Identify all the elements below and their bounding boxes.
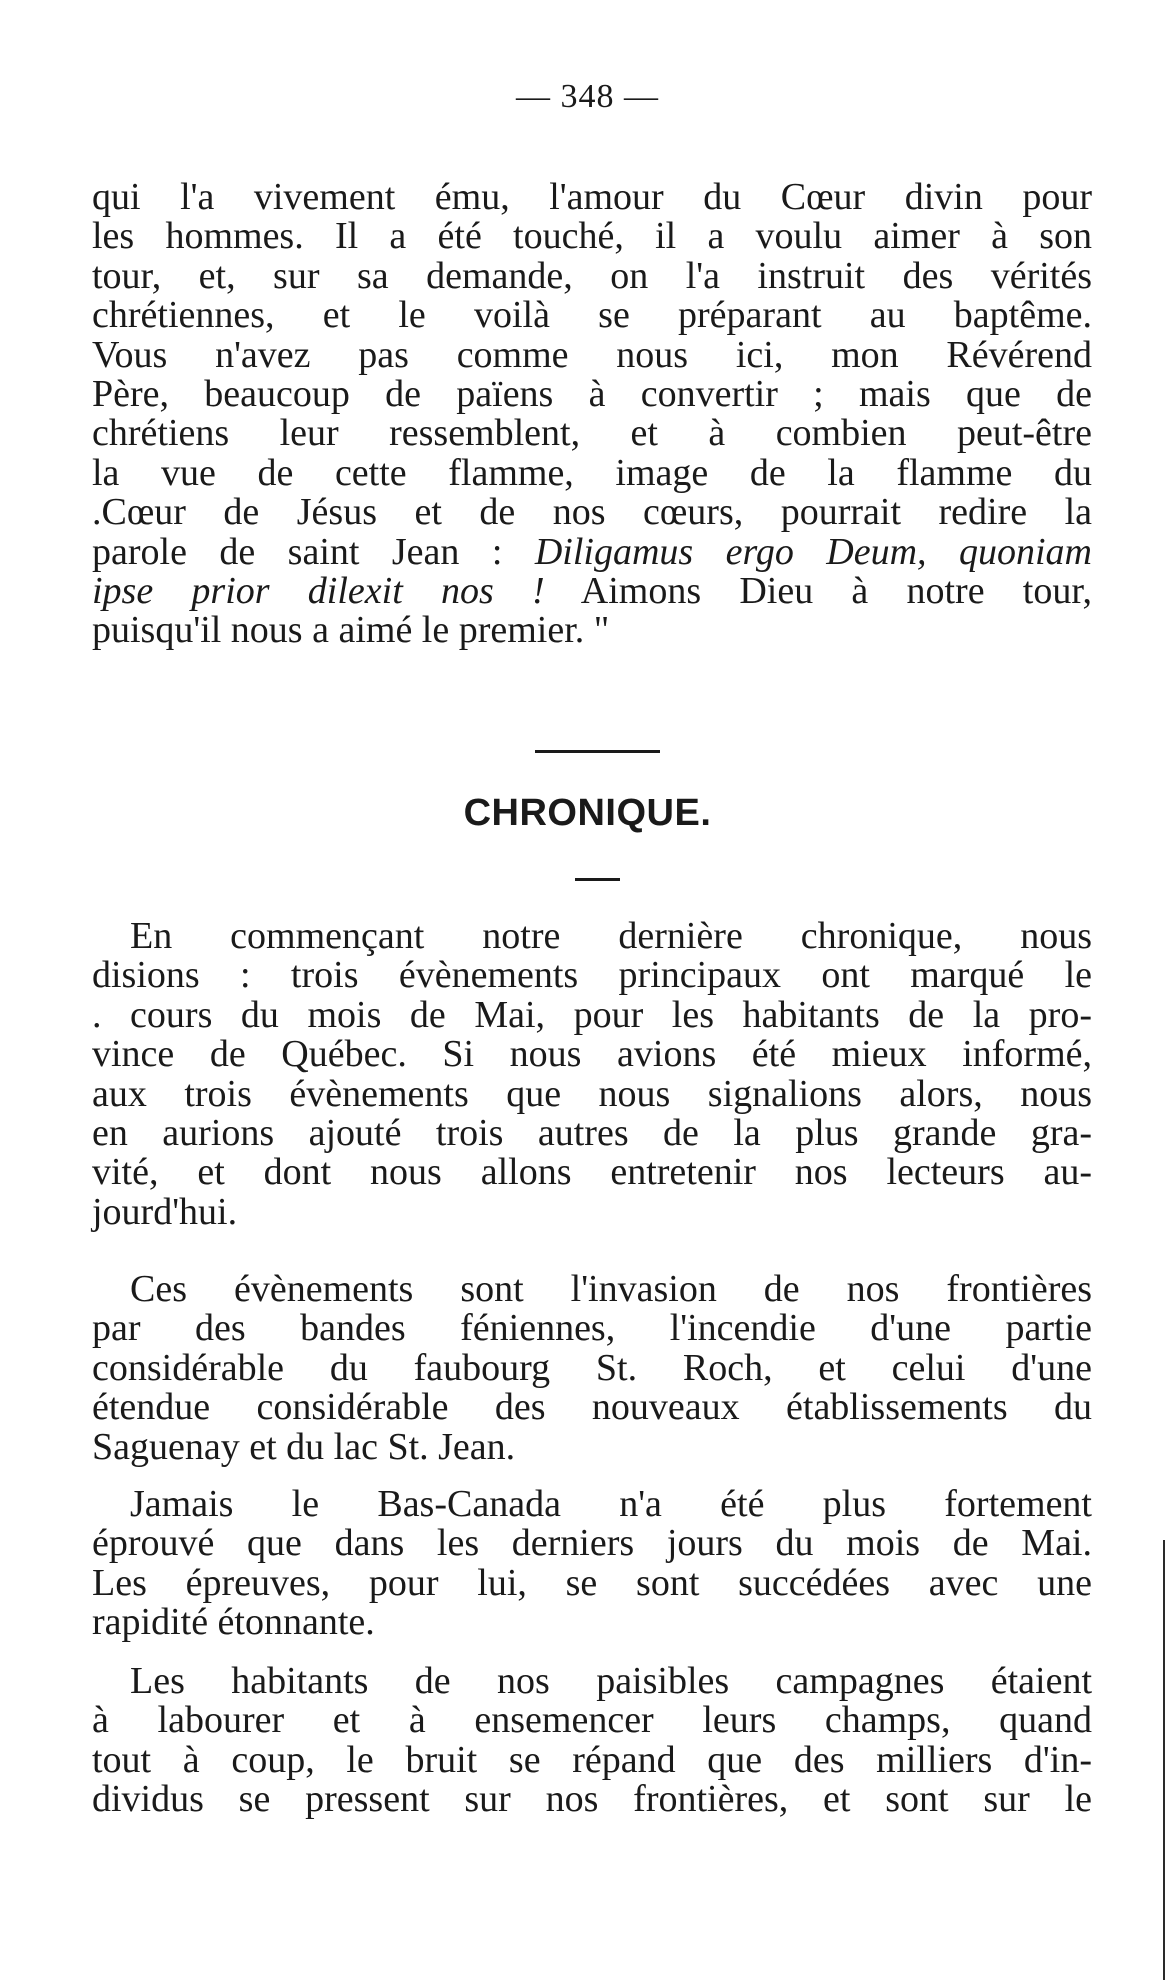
paragraph bbox=[92, 1662, 1092, 1820]
text-line: rapidité étonnante. bbox=[92, 1601, 375, 1644]
text-line: qui l'a vivement ému, l'amour du Cœur divin pour bbox=[92, 176, 1092, 218]
text-line: Les épreuves, pour lui, se sont succédées avec une bbox=[92, 1561, 1092, 1604]
text-line: considérable du faubourg St. Roch, et celui d'une bbox=[92, 1346, 1092, 1389]
text-line: vince de Québec. Si nous avions été mieux informé, bbox=[92, 1033, 1092, 1076]
text-segment: parole de saint Jean : bbox=[92, 530, 535, 573]
text-segment: Aimons Dieu à notre tour, bbox=[544, 570, 1092, 613]
text-line: Vous n'avez pas comme nous ici, mon Révérend bbox=[92, 333, 1092, 376]
text-line: par des bandes féniennes, l'incendie d'une partie bbox=[92, 1307, 1092, 1350]
text-line: Ces évènements sont l'invasion de nos frontières bbox=[130, 1268, 1092, 1310]
page-number: — 348 — bbox=[516, 78, 659, 115]
text-line: Jamais le Bas-Canada n'a été plus fortement bbox=[130, 1483, 1092, 1525]
text-line bbox=[92, 530, 1092, 573]
latin-quote: ipse prior dilexit nos ! bbox=[92, 570, 545, 613]
paragraph bbox=[92, 1485, 1092, 1643]
text-line: disions : trois évènements principaux ont marqué le bbox=[92, 954, 1092, 997]
paragraph bbox=[92, 1270, 1092, 1467]
text-line: aux trois évènements que nous signalions alors, nous bbox=[92, 1072, 1092, 1115]
page-edge-shadow bbox=[1163, 1540, 1165, 1980]
text-line: .Cœur de Jésus et de nos cœurs, pourrait redire la bbox=[92, 491, 1092, 534]
section-divider bbox=[535, 750, 660, 753]
text-line bbox=[92, 572, 1092, 611]
text-line: étendue considérable des nouveaux établissements du bbox=[92, 1386, 1092, 1429]
text-line: chrétiens leur ressemblent, et à combien peut-être bbox=[92, 412, 1092, 455]
text-line: dividus se pressent sur nos frontières, et sont sur le bbox=[92, 1778, 1092, 1821]
text-line: Saguenay et du lac St. Jean. bbox=[92, 1425, 516, 1468]
text-line: chrétiennes, et le voilà se préparant au baptême. bbox=[92, 294, 1092, 337]
paragraph-continuation bbox=[92, 178, 1092, 651]
text-line: jourd'hui. bbox=[92, 1190, 238, 1233]
text-line: tour, et, sur sa demande, on l'a instruit des vérités bbox=[92, 254, 1092, 297]
text-line: Les habitants de nos paisibles campagnes étaient bbox=[130, 1660, 1092, 1702]
text-line: éprouvé que dans les derniers jours du mois de Mai. bbox=[92, 1522, 1092, 1565]
paragraph bbox=[92, 917, 1092, 1232]
text-line: . cours du mois de Mai, pour les habitants de la pro- bbox=[92, 993, 1092, 1036]
text-line: En commençant notre dernière chronique, nous bbox=[130, 915, 1092, 957]
text-line: puisqu'il nous a aimé le premier. " bbox=[92, 609, 610, 652]
text-line: à labourer et à ensemencer leurs champs, quand bbox=[92, 1699, 1092, 1742]
text-line: en aurions ajouté trois autres de la plus grande gra- bbox=[92, 1112, 1092, 1155]
text-line: tout à coup, le bruit se répand que des milliers d'in- bbox=[92, 1738, 1092, 1781]
text-line: la vue de cette flamme, image de la flamme du bbox=[92, 451, 1092, 494]
section-heading: CHRONIQUE. bbox=[463, 792, 712, 834]
text-line: Père, beaucoup de païens à convertir ; mais que de bbox=[92, 373, 1092, 416]
latin-quote: Diligamus ergo Deum, quoniam bbox=[534, 530, 1092, 573]
text-line: vité, et dont nous allons entretenir nos lecteurs au- bbox=[92, 1151, 1092, 1194]
heading-underline bbox=[575, 878, 620, 881]
text-line: les hommes. Il a été touché, il a voulu aimer à son bbox=[92, 215, 1092, 258]
